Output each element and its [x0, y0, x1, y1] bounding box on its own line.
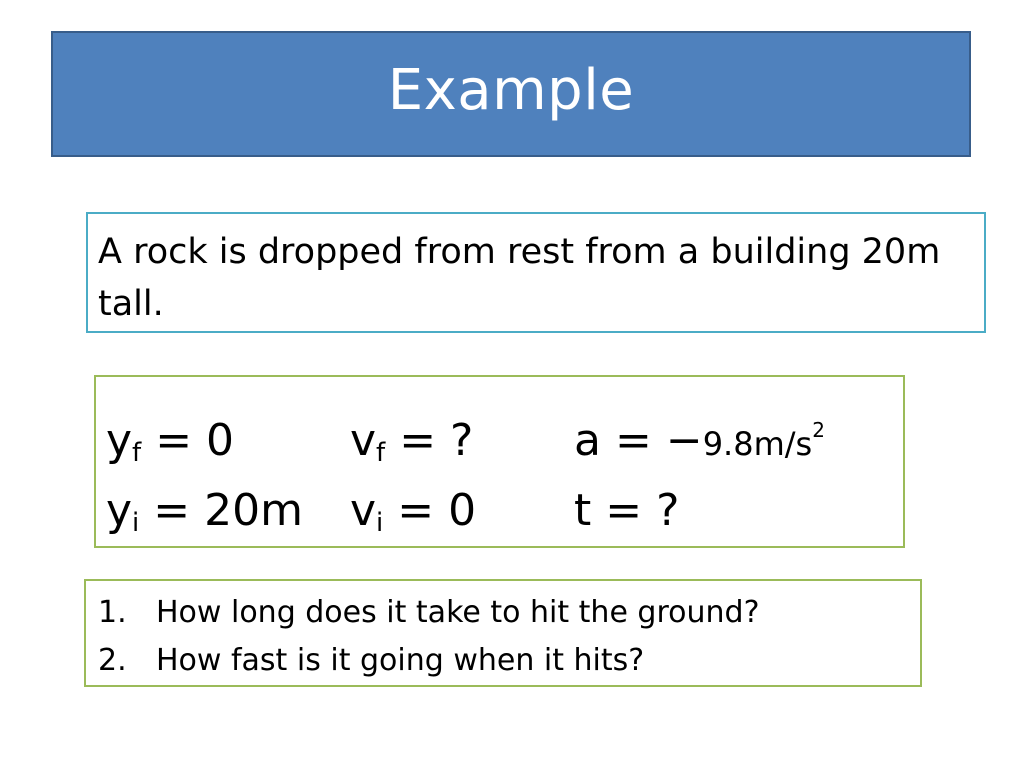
variable-vi-symbol: v — [350, 485, 377, 536]
variable-a — [574, 415, 825, 466]
variable-a-minus: − — [665, 415, 703, 466]
question-number: 2. — [98, 643, 127, 678]
variable-a-label: a = — [574, 415, 666, 466]
variable-vf — [350, 415, 474, 468]
variable-a-superscript: 2 — [812, 418, 825, 442]
variable-yf-value: = 0 — [141, 415, 235, 466]
list-item — [86, 589, 920, 637]
variable-yf-symbol: y — [106, 415, 133, 466]
variable-vi-subscript: i — [376, 508, 384, 538]
variable-vf-subscript: f — [376, 438, 386, 468]
list-item — [86, 637, 920, 685]
variable-yi-subscript: i — [132, 508, 140, 538]
question-number: 1. — [98, 595, 127, 630]
variable-yi — [106, 485, 303, 538]
variable-yf — [106, 415, 235, 468]
variable-yi-symbol: y — [106, 485, 133, 536]
variable-a-value: 9.8m/s — [702, 425, 813, 463]
variable-vf-symbol: v — [350, 415, 377, 466]
variable-t — [574, 485, 680, 536]
problem-statement-box — [86, 212, 986, 333]
variable-vf-value: = ? — [385, 415, 474, 466]
questions-box — [84, 579, 922, 687]
slide-title: Example — [387, 57, 635, 123]
variable-yf-subscript: f — [132, 438, 142, 468]
variables-box — [94, 375, 905, 548]
variable-vi-value: = 0 — [383, 485, 477, 536]
title-bar — [51, 31, 971, 157]
variable-yi-value: = 20m — [139, 485, 303, 536]
question-text: How fast is it going when it hits? — [156, 643, 645, 678]
question-text: How long does it take to hit the ground? — [156, 595, 760, 630]
problem-statement: A rock is dropped from rest from a building 20m tall. — [98, 232, 941, 324]
variable-vi — [350, 485, 477, 538]
variable-t-label: t = ? — [574, 485, 680, 536]
